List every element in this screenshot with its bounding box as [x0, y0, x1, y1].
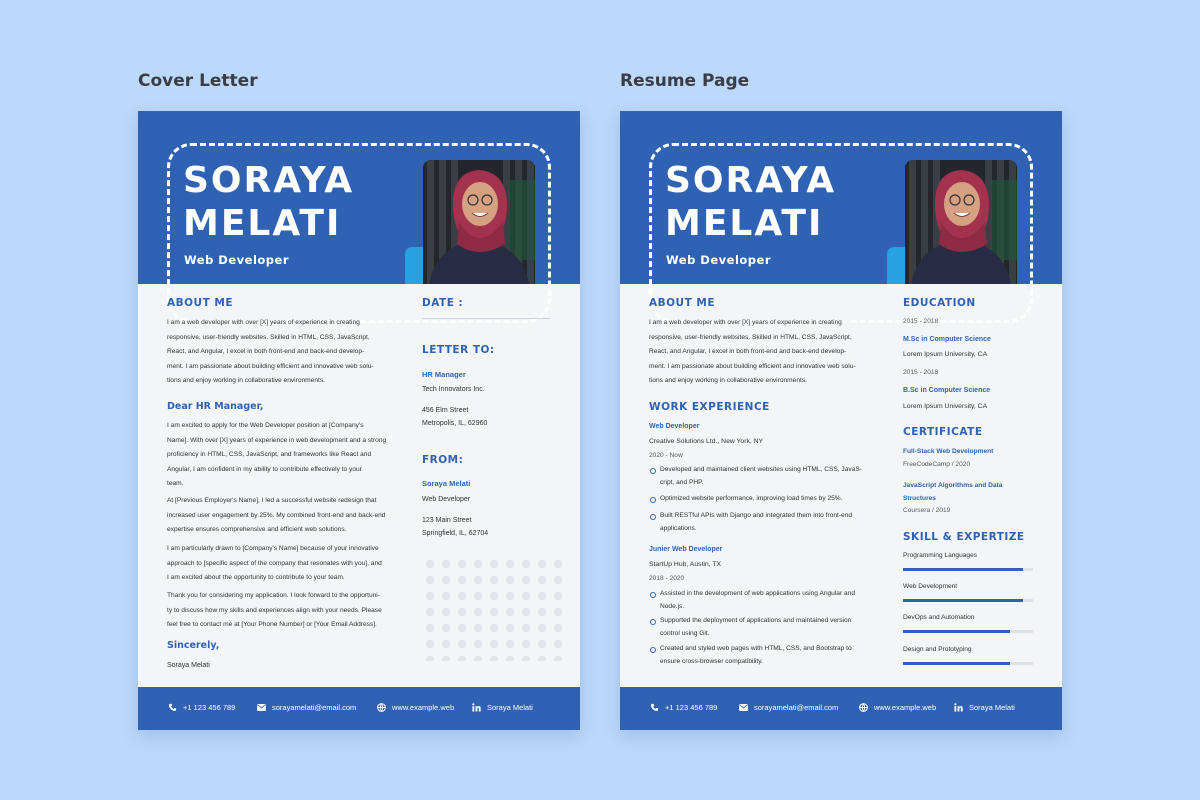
job-bullet: Assisted in the development of web applications using Angular and Node.js. — [660, 590, 856, 610]
linkedin-icon — [471, 702, 481, 712]
bullet-icon — [650, 514, 656, 520]
phone-icon — [167, 702, 177, 712]
footer-linkedin[interactable] — [953, 702, 1015, 712]
bullet-icon — [650, 497, 656, 503]
skills-heading: SKILL & EXPERTIZE — [903, 531, 1025, 543]
skill-name: DevOps and Automation — [903, 614, 975, 621]
education-degree: B.Sc in Computer Science — [903, 387, 991, 394]
bullet-icon — [650, 619, 656, 625]
linkedin-text: Soraya Melati — [969, 702, 1015, 712]
education-period: 2015 - 2018 — [903, 369, 939, 376]
last-name: MELATI — [665, 203, 824, 244]
letter-paragraph-2: At [Previous Employer's Name], I led a successful website redesign that increased user engagement by 25%. My combined front-end and back-end expertise ensures comprehensive and efficient web solutions. — [167, 497, 386, 534]
sender-address-2: Springfield, IL, 62704 — [422, 530, 489, 537]
globe-icon — [376, 702, 386, 712]
skill-bar — [903, 599, 1033, 602]
job-bullet: Supported the deployment of applications and maintained version control using Git. — [660, 617, 852, 637]
skill-bar-fill — [903, 568, 1023, 571]
job-bullet: Developed and maintained client websites using HTML, CSS, JavaS- cript, and PHP. — [660, 466, 862, 486]
certificate-name: JavaScript Algorithms and Data Structures — [903, 482, 1003, 502]
footer-web[interactable] — [858, 702, 936, 712]
dot-pattern — [422, 556, 562, 661]
letter-signature: Soraya Melati — [167, 662, 210, 669]
about-text: I am a web developer with over [X] years of experience in creating responsive, user-friendly websites. Skilled in HTML, CSS, JavaScript, React, and Angular, I excel in both front-end and back-end develop- ment. I am passionate about building efficient and innovative web solu- tions and enjoy working in collaborative environments. — [649, 319, 856, 385]
recipient-address-2: Metropolis, IL, 62960 — [422, 420, 488, 427]
job-title: Web Developer — [649, 423, 700, 430]
email-text: sorayamelati@email.com — [754, 702, 839, 712]
linkedin-icon — [953, 702, 963, 712]
first-name: SORAYA — [665, 160, 837, 201]
skill-name: Web Development — [903, 583, 958, 590]
resume-page-caption: Resume Page — [620, 71, 750, 91]
certificate-name: Full-Stack Web Development — [903, 448, 994, 455]
footer-email[interactable] — [256, 702, 356, 712]
skill-name: Programming Languages — [903, 552, 978, 559]
contact-footer — [138, 687, 580, 730]
date-label: DATE : — [422, 297, 464, 309]
letter-greeting: Dear HR Manager, — [167, 401, 264, 412]
about-heading: ABOUT ME — [167, 297, 234, 309]
last-name: MELATI — [183, 203, 342, 244]
job-period: 2020 - Now — [649, 452, 683, 459]
date-divider — [422, 318, 550, 319]
certificate-issuer: FreeCodeCamp / 2020 — [903, 461, 971, 468]
job-bullet: Created and styled web pages with HTML, CSS, and Bootstrap to ensure cross-browser compatibility. — [660, 645, 852, 665]
education-school: Lorem Ipsum University, CA — [903, 351, 988, 358]
certificate-issuer: Coursera / 2019 — [903, 507, 951, 514]
education-heading: EDUCATION — [903, 297, 976, 309]
skill-bar — [903, 662, 1033, 665]
skill-name: Design and Prototyping — [903, 646, 972, 653]
letter-to-heading: LETTER TO: — [422, 344, 495, 356]
letter-closing: Sincerely, — [167, 640, 220, 651]
skill-bar-fill — [903, 599, 1023, 602]
education-school: Lorem Ipsum University, CA — [903, 403, 988, 410]
certificate-heading: CERTIFICATE — [903, 426, 983, 438]
bullet-icon — [650, 468, 656, 474]
letter-paragraph-3: I am particularly drawn to [Company's Name] because of your innovative approach to [specific aspect of the company that resonates with you], and I am excited about the opportunity to contribute to your team. — [167, 545, 382, 582]
phone-icon — [649, 702, 659, 712]
web-text: www.example.web — [392, 702, 455, 712]
contact-footer — [620, 687, 1062, 730]
footer-linkedin[interactable] — [471, 702, 533, 712]
job-company: Creative Solutions Ltd., New York, NY — [649, 438, 764, 445]
skill-bar — [903, 630, 1033, 633]
work-heading: WORK EXPERIENCE — [649, 401, 770, 413]
bullet-icon — [650, 592, 656, 598]
linkedin-text: Soraya Melati — [487, 702, 533, 712]
sender-address-1: 123 Main Street — [422, 517, 472, 524]
cover-letter-page — [138, 111, 580, 730]
profile-photo — [423, 160, 535, 284]
footer-email[interactable] — [738, 702, 838, 712]
job-company: StartUp Hub, Austin, TX — [649, 561, 722, 568]
sender-role: Web Developer — [422, 496, 471, 503]
person-name — [183, 159, 354, 245]
email-icon — [738, 702, 748, 712]
email-icon — [256, 702, 266, 712]
from-heading: FROM: — [422, 454, 464, 466]
recipient-address-1: 456 Elm Street — [422, 407, 469, 414]
email-text: sorayamelati@email.com — [272, 702, 357, 712]
recipient-name: HR Manager — [422, 370, 466, 379]
footer-phone[interactable] — [649, 702, 717, 712]
skill-bar-fill — [903, 630, 1010, 633]
globe-icon — [858, 702, 868, 712]
footer-phone[interactable] — [167, 702, 235, 712]
skill-bar — [903, 568, 1033, 571]
job-bullet: Built RESTful APIs with Django and integrated them into front-end applications. — [660, 512, 853, 532]
resume-page — [620, 111, 1062, 730]
cover-letter-caption: Cover Letter — [138, 71, 258, 91]
job-period: 2018 - 2020 — [649, 575, 685, 582]
person-role: Web Developer — [184, 253, 289, 267]
about-text: I am a web developer with over [X] years of experience in creating responsive, user-friendly websites. Skilled in HTML, CSS, JavaScript, React, and Angular, I excel in both front-end and back-end develop- ment. I am passionate about building efficient and innovative web solu- tions and enjoy working in collaborative environments. — [167, 319, 374, 385]
sender-name: Soraya Melati — [422, 479, 471, 488]
letter-paragraph-1: I am excited to apply for the Web Developer position at [Company's Name]. With over [X] years of experience in web development and a strong proficiency in HTML, CSS, JavaScript, and frameworks like React and Angular, I am confident in my ability to contribute effectively to your team. — [167, 422, 387, 488]
recipient-company: Tech Innovators Inc. — [422, 386, 485, 393]
phone-text: +1 123 456 789 — [183, 702, 236, 712]
skill-bar-fill — [903, 662, 1010, 665]
job-bullet: Optimized website performance, improving load times by 25%. — [660, 495, 843, 502]
about-heading: ABOUT ME — [649, 297, 716, 309]
person-role: Web Developer — [666, 253, 771, 267]
job-title: Junier Web Developer — [649, 546, 723, 553]
profile-photo — [905, 160, 1017, 284]
person-name — [665, 159, 836, 245]
education-degree: M.Sc in Computer Science — [903, 336, 991, 343]
phone-text: +1 123 456 789 — [665, 702, 718, 712]
education-period: 2015 - 2018 — [903, 318, 939, 325]
web-text: www.example.web — [874, 702, 937, 712]
letter-paragraph-4: Thank you for considering my application. I look forward to the opportuni- ty to discuss how my skills and experiences align with your needs. Please feel free to contact me at [Your Phone Number] or [Your Email Address]. — [167, 592, 382, 629]
bullet-icon — [650, 647, 656, 653]
footer-web[interactable] — [376, 702, 454, 712]
first-name: SORAYA — [183, 160, 355, 201]
